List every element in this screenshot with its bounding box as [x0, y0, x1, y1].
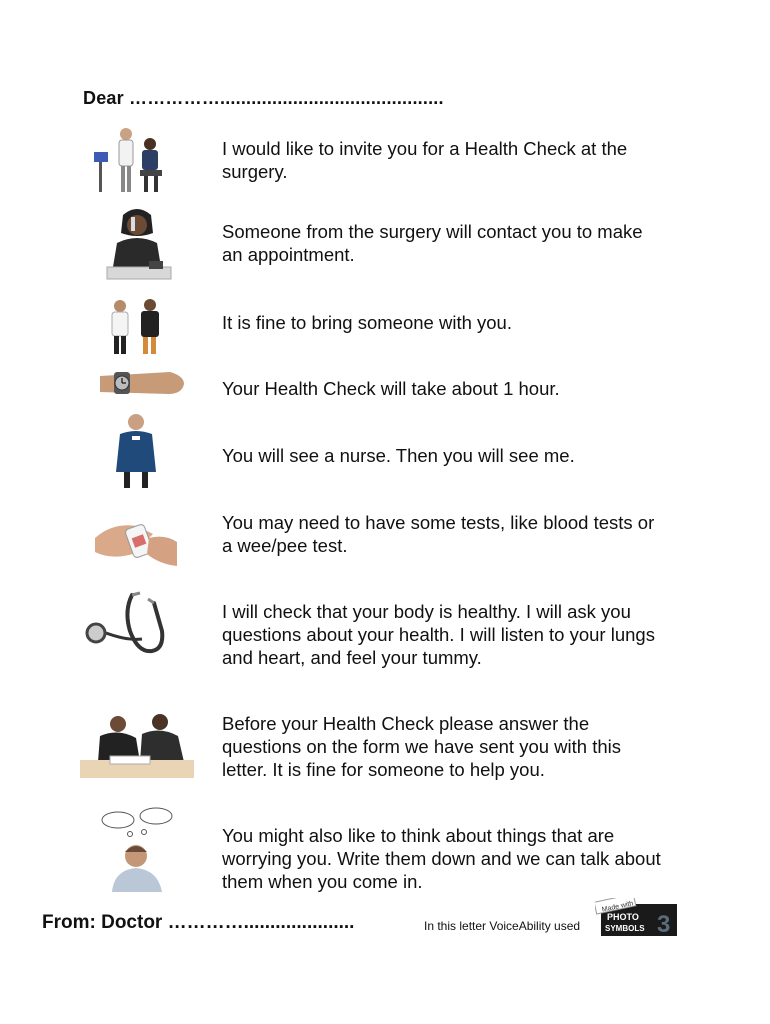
item-worries-text: You might also like to think about things that are worrying you. Write them down and we can talk about them when you come in.	[222, 825, 661, 892]
companions-icon	[104, 296, 174, 356]
badge-number: 3	[657, 911, 671, 938]
item-nurse-text: You will see a nurse. Then you will see me.	[222, 445, 575, 466]
blood-test-icon	[93, 508, 177, 568]
item-check-body-text: I will check that your body is healthy. I will ask you questions about your health. I will listen to your lungs and heart, and feel your tummy.	[222, 601, 655, 668]
signature-from: From: Doctor ………….....................	[42, 912, 355, 933]
stethoscope-icon	[84, 591, 168, 663]
thinking-person-icon	[100, 806, 176, 892]
item-form-text: Before your Health Check please answer the questions on the form we have sent you with this letter. It is fine for someone to help you.	[222, 713, 621, 780]
item-tests-text: You may need to have some tests, like blood tests or a wee/pee test.	[222, 512, 655, 556]
credit-note: In this letter VoiceAbility used	[424, 919, 581, 933]
wristwatch-icon	[100, 368, 186, 398]
greeting: Dear ……………...........................................	[83, 88, 444, 108]
badge-line1: PHOTO	[607, 912, 639, 922]
item-invite-text: I would like to invite you for a Health Check at the surgery.	[222, 138, 628, 182]
photo-symbols-logo	[595, 898, 679, 938]
item-bring-someone-text: It is fine to bring someone with you.	[222, 312, 512, 333]
phone-call-icon	[103, 203, 175, 283]
item-contact-text: Someone from the surgery will contact you to make an appointment.	[222, 221, 643, 265]
nurse-icon	[110, 412, 162, 490]
filling-form-icon	[80, 712, 194, 778]
item-duration-text: Your Health Check will take about 1 hour.	[222, 378, 560, 399]
badge-top-text: Made with	[601, 900, 634, 914]
doctor-checkup-icon	[86, 122, 168, 196]
badge-line2: SYMBOLS	[605, 924, 645, 933]
